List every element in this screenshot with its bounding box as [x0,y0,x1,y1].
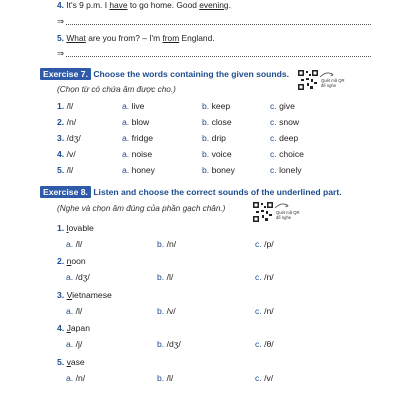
ex8-option[interactable]: a. /dʒ/ [66,272,90,282]
answer-line-4[interactable] [57,16,371,26]
sound-label: /l/ [66,165,74,175]
answer-dots [66,18,371,25]
ex8-option[interactable]: c. /n/ [255,272,274,282]
ex8-word-1: 1. lovable [57,223,94,233]
exercise-subtitle: (Chọn từ có chứa âm được cho.) [57,85,176,94]
item-number: 4. [57,323,65,333]
ex7-option[interactable]: b. drip [202,133,226,143]
item-number: 3. [57,290,65,300]
item-number: 1. [57,223,65,233]
qr-caption: Quét mã QR để nghe [276,210,300,220]
answer-line-5[interactable] [57,48,371,58]
exercise-subtitle: (Nghe và chọn âm đúng của phần gạch chân.) [57,204,226,213]
ex7-option[interactable]: c. snow [270,117,300,127]
qr-code-icon[interactable] [253,202,273,222]
ex7-option[interactable]: c. choice [270,149,304,159]
ex8-word-4: 4. Japan [57,323,90,333]
ex7-row-3 [57,133,81,143]
qr-code-icon[interactable] [298,70,318,90]
ex8-option[interactable]: c. /v/ [255,373,274,383]
ex7-option[interactable]: c. lonely [270,165,302,175]
exercise-title: Listen and choose the correct sounds of the underlined part. [93,187,342,197]
ex8-word-2: 2. noon [57,256,86,266]
ex8-option[interactable]: a. /j/ [66,339,83,349]
ex7-row-1 [57,101,73,111]
sound-label: /dʒ/ [66,133,81,143]
sound-label: /v/ [66,149,76,159]
item-number: 2. [57,256,65,266]
item-number: 2. [57,117,65,127]
ex8-option[interactable]: a. /n/ [66,373,86,383]
ex7-option[interactable]: a. blow [122,117,150,127]
ex8-option[interactable]: b. /l/ [157,373,174,383]
ex8-option[interactable]: b. /v/ [157,306,176,316]
arrow-icon: ⇒ [57,48,65,58]
ex7-row-4 [57,149,76,159]
ex8-option[interactable]: b. /dʒ/ [157,339,181,349]
ex8-option[interactable]: c. /θ/ [255,339,274,349]
ex8-option[interactable]: b. /n/ [157,239,177,249]
sound-label: /n/ [66,117,77,127]
qr-caption: Quét mã QR để nghe [321,78,345,88]
ex8-word-5: 5. vase [57,357,85,367]
item-number: 5. [57,357,65,367]
ex7-option[interactable]: c. give [270,101,295,111]
ex7-option[interactable]: b. boney [202,165,235,175]
exercise-tag: Exercise 7. [40,68,91,80]
ex8-option[interactable]: a. /l/ [66,239,83,249]
item-number: 3. [57,133,65,143]
arrow-icon: ⇒ [57,16,65,26]
item-number: 1. [57,101,65,111]
item-number: 4. [57,149,65,159]
ex8-option[interactable]: c. /n/ [255,306,274,316]
top-item-4: 4. It's 9 p.m. I have to go home. Good evening. [57,0,231,10]
ex7-option[interactable]: a. noise [122,149,153,159]
ex7-option[interactable]: b. voice [202,149,232,159]
ex7-option[interactable]: c. deep [270,133,299,143]
curved-arrow-icon [274,201,290,209]
top-item-5: 5. What are you from? – I'm from England. [57,33,215,43]
ex7-option[interactable]: a. fridge [122,133,154,143]
exercise-title: Choose the words containing the given sounds. [93,69,290,79]
ex7-option[interactable]: a. honey [122,165,155,175]
answer-dots [66,50,371,57]
ex7-row-5 [57,165,73,175]
ex7-option[interactable]: a. live [122,101,145,111]
ex8-option[interactable]: a. /l/ [66,306,83,316]
sound-label: /l/ [66,101,74,111]
ex8-option[interactable]: c. /p/ [255,239,274,249]
curved-arrow-icon [319,70,335,78]
ex8-option[interactable]: b. /l/ [157,272,174,282]
exercise-tag: Exercise 8. [40,186,91,198]
exercise-8-header [40,187,342,197]
item-number: 4. [57,0,64,10]
item-number: 5. [57,33,64,43]
ex7-option[interactable]: b. close [202,117,232,127]
ex7-row-2 [57,117,76,127]
item-number: 5. [57,165,65,175]
exercise-7-header [40,69,289,79]
ex7-option[interactable]: b. keep [202,101,231,111]
ex8-word-3: 3. Vietnamese [57,290,112,300]
